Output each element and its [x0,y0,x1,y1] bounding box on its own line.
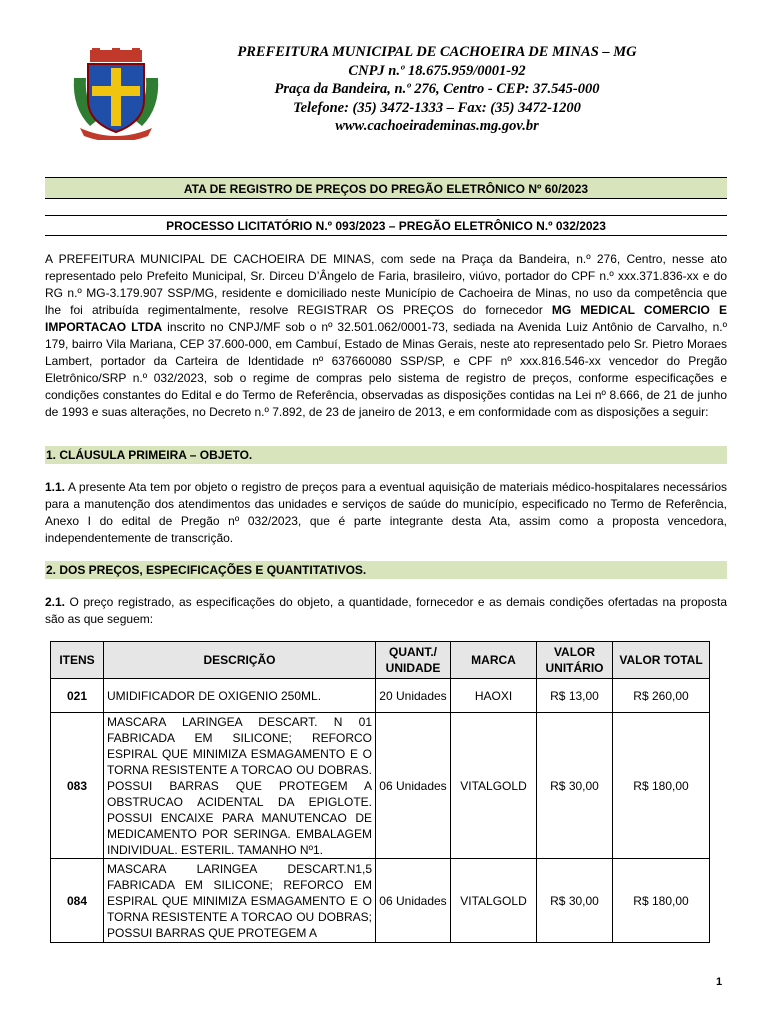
header-line-address: Praça da Bandeira, n.º 276, Centro - CEP: 37.545-000 [274,81,600,98]
item-quantity: 06 Unidades [376,859,451,943]
item-total-price: R$ 180,00 [613,859,710,943]
col-header-itens: ITENS [51,642,104,679]
table-header-row [51,642,710,679]
section-2-paragraph [45,594,727,628]
item-quantity: 06 Unidades [376,713,451,859]
clause-1-1-number: 1.1. [45,480,66,494]
item-unit-price: R$ 30,00 [537,859,613,943]
item-brand: VITALGOLD [451,859,537,943]
section-2-title: 2. DOS PREÇOS, ESPECIFICAÇÕES E QUANTITATIVOS. [45,561,727,579]
table-row [51,859,710,943]
header-line-website: www.cachoeirademinas.mg.gov.br [335,118,539,135]
item-description: UMIDIFICADOR DE OXIGENIO 250ML. [104,679,376,713]
col-header-valor-total: VALOR TOTAL [613,642,710,679]
letterhead [0,40,770,140]
item-brand: VITALGOLD [451,713,537,859]
item-description: MASCARA LARINGEA DESCART. N 01 FABRICADA EM SILICONE; REFORCO ESPIRAL QUE MINIMIZA ESMAGAMENTO E O TORNA RESISTENTE A TORCAO OU DOBRAS. POSSUI BARRAS QUE PROTEGEM A OBSTRUCAO ACIDENTAL DA EPIGLOTE. POSSUI ENCAIXE PARA MANUTENCAO DE MEDICAMENTO POR SERINGA. EMBALAGEM INDIVIDUAL. ESTERIL. TAMANHO Nº1. [104,713,376,859]
item-total-price: R$ 180,00 [613,713,710,859]
header-line-municipality: PREFEITURA MUNICIPAL DE CACHOEIRA DE MINAS – MG [237,44,637,60]
col-header-descricao: DESCRIÇÃO [104,642,376,679]
processo-title: PROCESSO LICITATÓRIO N.º 093/2023 – PREGÃO ELETRÔNICO N.º 032/2023 [45,215,727,236]
item-number: 084 [51,859,104,943]
item-number: 083 [51,713,104,859]
page-number: 1 [716,976,723,988]
price-table [50,641,710,943]
item-quantity: 20 Unidades [376,679,451,713]
item-number: 021 [51,679,104,713]
col-header-valor-unitario: VALOR UNITÁRIO [537,642,613,679]
item-brand: HAOXI [451,679,537,713]
item-description: MASCARA LARINGEA DESCART.N1,5 FABRICADA EM SILICONE; REFORCO EM ESPIRAL QUE MINIMIZA ESMAGAMENTO E O TORNA RESISTENTE A TORCAO OU DOBRAS; POSSUI BARRAS QUE PROTEGEM A [104,859,376,943]
table-row [51,713,710,859]
item-total-price: R$ 260,00 [613,679,710,713]
municipal-coat-of-arms-icon [70,48,162,140]
company-name: MG MEDICAL COMERCIO E IMPORTACAO LTDA [45,303,727,334]
item-unit-price: R$ 13,00 [537,679,613,713]
section-1-paragraph [45,479,727,547]
clause-1-1-text: A presente Ata tem por objeto o registro de preços para a eventual aquisição de materiais médico-hospitalares necessários para a manutenção dos atendimentos das unidades e serviços de saúde do município, especificado no Termo de Referência, Anexo I do edital de Pregão nº 032/2023, que é parte integrante desta Ata, assim como a proposta vencedora, independentemente de transcrição. [45,480,727,545]
header-line-phone: Telefone: (35) 3472-1333 – Fax: (35) 3472-1200 [293,99,581,116]
table-row [51,679,710,713]
clause-2-1-number: 2.1. [45,595,66,609]
col-header-quantidade: QUANT./ UNIDADE [376,642,451,679]
clause-2-1-text: O preço registrado, as especificações do objeto, a quantidade, fornecedor e as demais condições ofertadas na proposta são as que seguem: [45,595,727,626]
intro-text-1: A PREFEITURA MUNICIPAL DE CACHOEIRA DE MINAS, com sede na Praça da Bandeira, n.º 276, Centro, nesse ato representado pelo Prefeito Municipal, Sr. Dirceu D’Ângelo de Faria, brasileiro, viúvo, portador do CPF n.º xxx.371.836-xx e do RG n.º MG-3.179.907 SSP/MG, residente e domiciliado neste Município de Cachoeira de Minas, no uso da competência que lhe foi atribuída regimentalmente, resolve REGISTRAR OS PREÇOS do fornecedor [45,252,727,317]
col-header-marca: MARCA [451,642,537,679]
item-unit-price: R$ 30,00 [537,713,613,859]
intro-text-2: inscrito no CNPJ/MF sob o nº 32.501.062/0001-73, sediada na Avenida Luiz Antônio de Carvalho, n.º 179, bairro Vila Mariana, CEP 37.600-000, em Cambuí, Estado de Minas Gerais, neste ato representado pelo Sr. Pietro Moraes Lambert, portador da Carteira de Identidade nº 637660080 SSP/SP, e CPF nº xxx.816.546-xx vencedor do Pregão Eletrônico/SRP n.º 032/2023, sob o regime de compras pelo sistema de registro de preços, conforme especificações e condições constantes do Edital e do Termo de Referência, observadas as disposições contidas na Lei nº 8.666, de 21 de junho de 1993 e suas alterações, no Decreto n.º 7.892, de 23 de janeiro de 2013, e em conformidade com as disposições a seguir: [45,320,727,419]
header-text [162,43,712,136]
intro-paragraph [45,251,727,421]
section-1-title: 1. CLÁUSULA PRIMEIRA – OBJETO. [45,446,727,464]
header-line-cnpj: CNPJ n.º 18.675.959/0001-92 [348,62,526,79]
ata-title: ATA DE REGISTRO DE PREÇOS DO PREGÃO ELETRÔNICO Nº 60/2023 [45,177,727,199]
